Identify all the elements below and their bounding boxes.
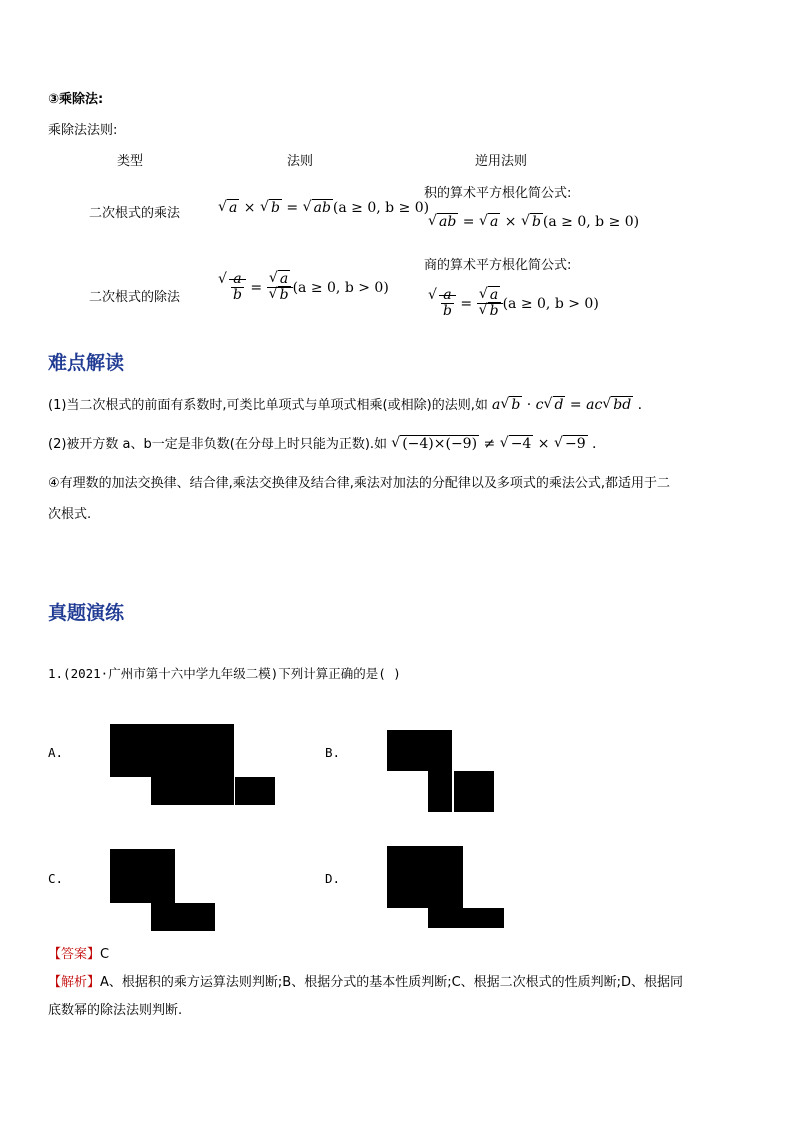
option-d-label: D. <box>325 871 341 886</box>
mul-inverse-formula: √ ab = √ a × √ b (a ≥ 0, b ≥ 0) <box>428 214 639 230</box>
col-type-header: 类型 <box>117 154 144 169</box>
div-inverse-formula: √ $\frac{a}{b}$ = √ a √ b (a ≥ 0, b > 0) <box>428 288 599 320</box>
row2-inverse-title: 商的算术平方根化简公式: <box>424 258 572 273</box>
option-a-label: A. <box>48 745 64 760</box>
difficulty-point2: (2)被开方数 a、b一定是非负数(在分母上时只能为正数).如 √ (−4)×(−9) ≠ √ −4 × √ −9 . <box>48 433 597 452</box>
difficulty-point4-line1: ④有理数的加法交换律、结合律,乘法交换律及结合律,乘法对加法的分配律以及多项式的乘法公式,都适用于二 <box>48 476 671 491</box>
difficulty-heading: 难点解读 <box>48 352 125 374</box>
col-inverse-header: 逆用法则 <box>475 154 528 169</box>
answer-value: C <box>100 947 110 962</box>
difficulty-point1: (1)当二次根式的前面有系数时,可类比单项式与单项式相乘(或相除)的法则,如 a√ b · c√ d = ac√ bd . <box>48 394 642 413</box>
div-rule-condition: (a ≥ 0, b > 0) <box>292 279 389 296</box>
difficulty-point4-line2: 次根式. <box>48 507 92 522</box>
analysis-line2: 底数幂的除法法则判断. <box>48 1003 183 1018</box>
mul-inverse-condition: (a ≥ 0, b ≥ 0) <box>542 214 640 230</box>
col-rule-header: 法则 <box>287 154 314 169</box>
option-b-label: B. <box>325 745 341 760</box>
row1-inverse-title: 积的算术平方根化简公式: <box>424 186 572 201</box>
answer-line <box>48 943 109 962</box>
analysis-label: 【解析】 <box>48 975 101 990</box>
point1-formula: a√ b · c√ d = ac√ bd . <box>492 397 642 413</box>
div-rule-formula: √ $\frac{a}{b}$ = √ a √ b (a ≥ 0, b > 0) <box>218 272 389 304</box>
section-title: ③乘除法: <box>48 92 104 107</box>
row1-type: 二次根式的乘法 <box>89 206 181 221</box>
question-1-stem: 1.(2021·广州市第十六中学九年级二模)下列计算正确的是( ) <box>48 666 401 681</box>
answer-label: 【答案】 <box>48 947 101 962</box>
div-inverse-condition: (a ≥ 0, b > 0) <box>502 295 599 312</box>
analysis-line1: 【解析】A、根据积的乘方运算法则判断;B、根据分式的基本性质判断;C、根据二次根式的性质判断;D、根据同 <box>48 975 684 990</box>
practice-heading: 真题演练 <box>48 602 125 624</box>
option-c-label: C. <box>48 871 64 886</box>
rule-intro: 乘除法法则: <box>48 123 118 138</box>
mul-rule-formula: √ a × √ b = √ ab (a ≥ 0, b ≥ 0) <box>218 200 429 216</box>
point2-formula: √ (−4)×(−9) ≠ √ −4 × √ −9 . <box>391 436 596 452</box>
row2-type: 二次根式的除法 <box>89 290 181 305</box>
mul-rule-condition: (a ≥ 0, b ≥ 0) <box>332 200 430 216</box>
